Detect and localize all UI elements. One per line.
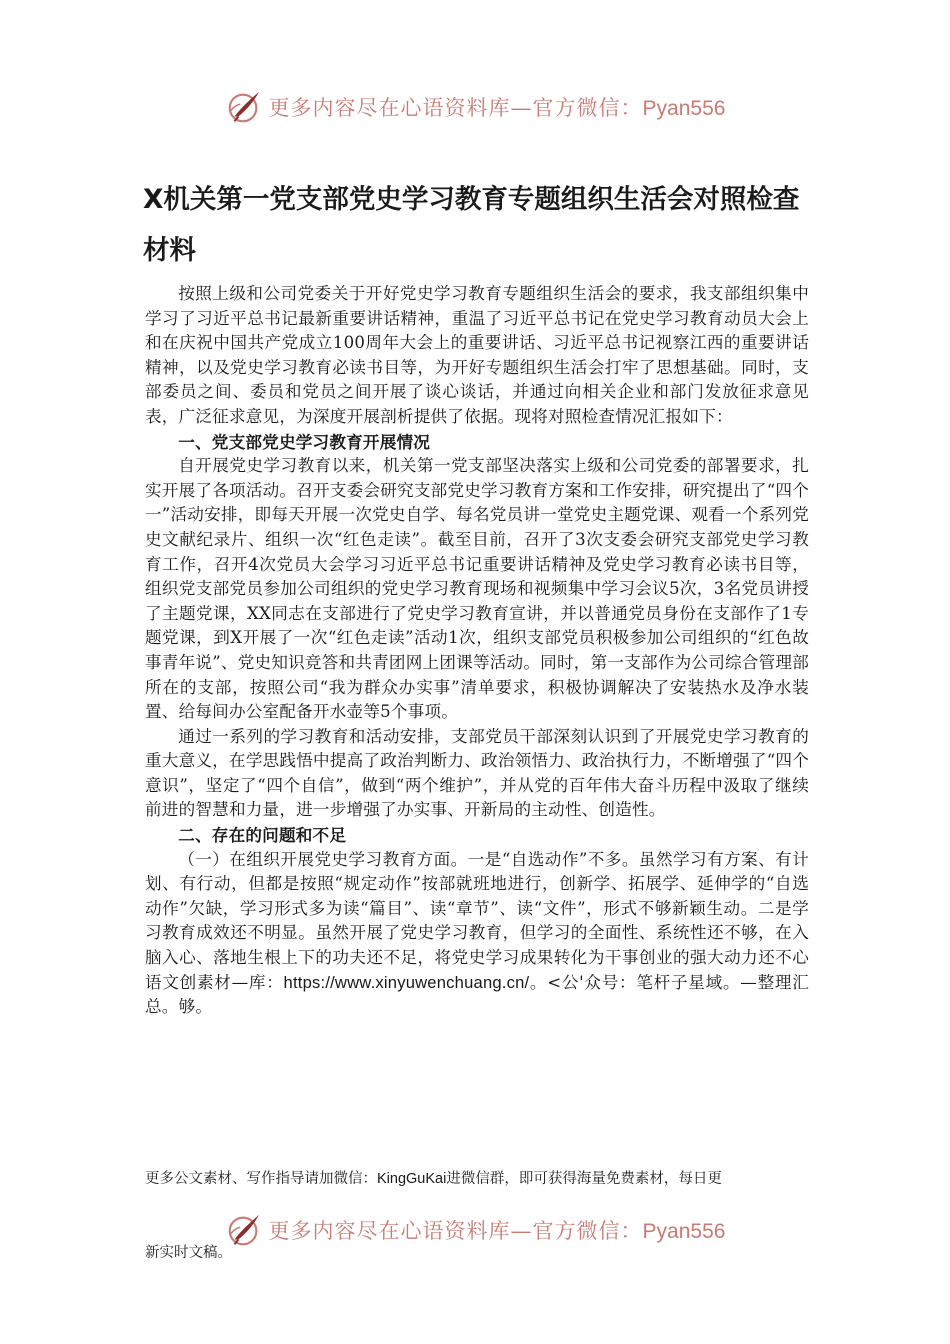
section-heading-1: 一、党支部党史学习教育开展情况 (178, 431, 431, 452)
source-url-link[interactable]: https://www.xinyuwenchuang.cn/ (283, 972, 530, 992)
document-title: X机关第一党支部党史学习教育专题组织生活会对照检查材料 (143, 184, 800, 266)
footer-note-tail: 新实时文稿。 (145, 1245, 232, 1261)
footer-banner (0, 1207, 950, 1253)
banner-wechat-id: Pyan556 (642, 97, 726, 120)
header-banner (0, 84, 950, 130)
quill-logo-icon (225, 88, 263, 126)
section2-paragraph-1 (145, 848, 809, 1020)
section2-paragraph-text: （一）在组织开展党史学习教育方面。一是“自选动作”不多。虽然学习有方案、有计划、有行动，但都是按照“规定动作”按部就班地进行，创新学、拓展学、延伸学的“自选动作”欠缺，学习形式多为读“篇目”、读“章节”、读“文件”，形式不够新颖生动。二是学习教育成效还不明显。虽然开展了党史学习教育，但学习的全面性、系统性还不够，在入脑入心、落地生根上下的功夫还不足，将党史学习成果转化为干事创业的强大动力还不心语文创素材—库： (145, 849, 809, 992)
banner-text: 更多内容尽在心语资料库—官方微信： (268, 96, 643, 120)
footer-note-prefix: 更多公文素材、写作指导请加微信： (145, 1171, 377, 1187)
footer-note-suffix: 进微信群，即可获得海量免费素材，每日更 (446, 1171, 722, 1187)
footer-note (145, 1168, 809, 1190)
banner-text: 更多内容尽在心语资料库—官方微信： (268, 1219, 643, 1243)
section1-paragraph-2: 通过一系列的学习教育和活动安排，支部党员干部深刻认识到了开展党史学习教育的重大意义，在学思践悟中提高了政治判断力、政治领悟力、政治执行力，不断增强了“四个意识”，坚定了“四个自信”，做到“两个维护”，并从党的百年伟大奋斗历程中汲取了继续前进的智慧和力量，进一步增强了办实事、开新局的主动性、创造性。 (145, 726, 809, 820)
banner-wechat-id: Pyan556 (642, 1220, 726, 1243)
section1-paragraph-1: 自开展党史学习教育以来，机关第一党支部坚决落实上级和公司党委的部署要求，扎实开展了各项活动。召开支委会研究支部党史学习教育方案和工作安排，研究提出了“四个一”活动安排，即每天开展一次党史自学、每名党员讲一堂党史主题党课、观看一个系列党史文献纪录片、组织一次“红色走读”。截至目前，召开了3次支委会研究支部党史学习教育工作，召开4次党员大会学习习近平总书记重要讲话精神及党史学习教育必读书目等，组织党支部党员参加公司组织的党史学习教育现场和视频集中学习会议5次，3名党员讲授了主题党课，XX同志在支部进行了党史学习教育宣讲，并以普通党员身份在支部作了1专题党课，到X开展了一次“红色走读”活动1次，组织支部党员积极参加公司组织的“红色故事青年说”、党史知识竞答和共青团网上团课等活动。同时，第一支部作为公司综合管理部所在的支部，按照公司“我为群众办实事”清单要求，积极协调解决了安装热水及净水装置、给每间办公室配备开水壶等5个事项。 (145, 456, 809, 722)
section2-paragraph-tail: 。<公'众号：笔杆子星域。—整理汇总。够。 (145, 972, 809, 1017)
intro-paragraph: 按照上级和公司党委关于开好党史学习教育专题组织生活会的要求，我支部组织集中学习了习近平总书记最新重要讲话精神，重温了习近平总书记在党史学习教育动员大会上和在庆祝中国共产党成立100周年大会上的重要讲话、习近平总书记视察江西的重要讲话精神，以及党史学习教育必读书目等，为开好专题组织生活会打牢了思想基础。同时，支部委员之间、委员和党员之间开展了谈心谈话，并通过向相关企业和部门发放征求意见表，广泛征求意见，为深度开展剖析提供了依据。现将对照检查情况汇报如下： (145, 284, 809, 426)
document-body (145, 282, 809, 1020)
section-heading-2: 二、存在的问题和不足 (178, 825, 347, 846)
footer-wechat-id: KingGuKai (377, 1171, 447, 1187)
